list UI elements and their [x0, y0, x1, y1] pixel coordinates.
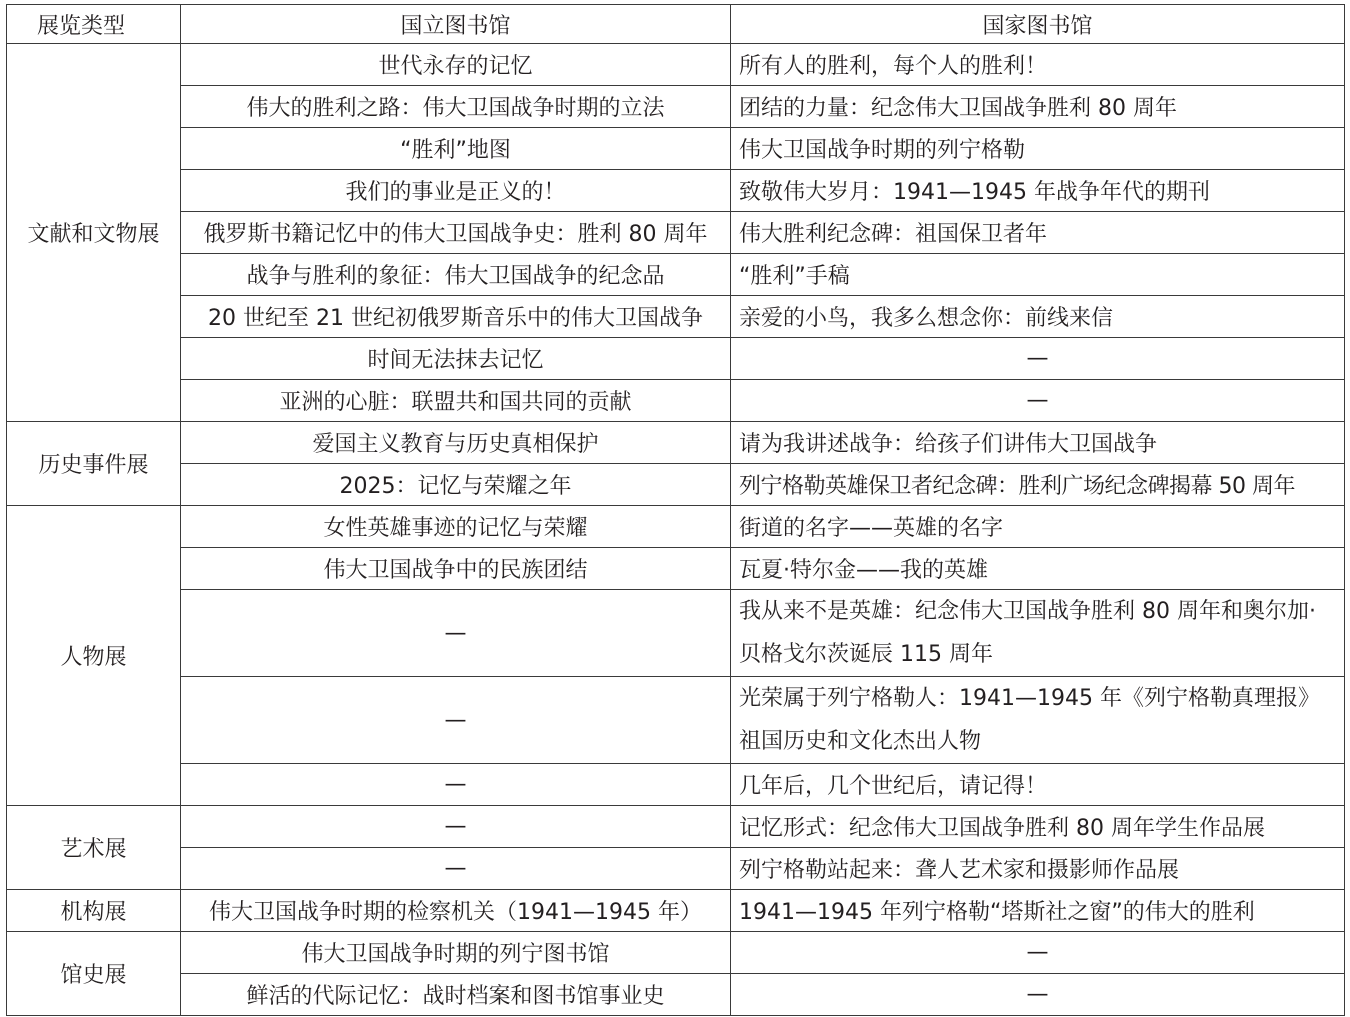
table-row: [7, 464, 1345, 506]
table-row: [7, 212, 1345, 254]
table-row: [7, 44, 1345, 86]
national-library-cell: —: [181, 677, 731, 764]
group-type-cell: 文献和文物展: [7, 44, 181, 422]
state-library-cell: 请为我讲述战争：给孩子们讲伟大卫国战争: [731, 422, 1345, 464]
state-library-cell: —: [731, 932, 1345, 974]
national-library-cell: 爱国主义教育与历史真相保护: [181, 422, 731, 464]
header-national-library: 国立图书馆: [181, 5, 731, 44]
national-library-cell: 时间无法抹去记忆: [181, 338, 731, 380]
header-state-library: 国家图书馆: [731, 5, 1345, 44]
table-row: [7, 590, 1345, 677]
national-library-cell: 20 世纪至 21 世纪初俄罗斯音乐中的伟大卫国战争: [181, 296, 731, 338]
national-library-cell: 伟大卫国战争中的民族团结: [181, 548, 731, 590]
national-library-cell: 鲜活的代际记忆：战时档案和图书馆事业史: [181, 974, 731, 1016]
group-type-cell: 人物展: [7, 506, 181, 806]
national-library-cell: 我们的事业是正义的！: [181, 170, 731, 212]
state-library-cell: 伟大胜利纪念碑：祖国保卫者年: [731, 212, 1345, 254]
table-row: [7, 974, 1345, 1016]
exhibition-table: [6, 4, 1345, 1016]
table-row: [7, 932, 1345, 974]
national-library-cell: —: [181, 806, 731, 848]
state-library-cell: 瓦夏·特尔金——我的英雄: [731, 548, 1345, 590]
state-library-cell: 所有人的胜利，每个人的胜利！: [731, 44, 1345, 86]
state-library-cell: —: [731, 338, 1345, 380]
state-library-cell: “胜利”手稿: [731, 254, 1345, 296]
state-library-cell: —: [731, 974, 1345, 1016]
national-library-cell: 女性英雄事迹的记忆与荣耀: [181, 506, 731, 548]
national-library-cell: 伟大卫国战争时期的检察机关（1941—1945 年）: [181, 890, 731, 932]
group-type-cell: 机构展: [7, 890, 181, 932]
table-row: [7, 806, 1345, 848]
state-library-cell: 亲爱的小鸟，我多么想念你：前线来信: [731, 296, 1345, 338]
state-library-cell: —: [731, 380, 1345, 422]
group-type-cell: 馆史展: [7, 932, 181, 1016]
table-row: [7, 170, 1345, 212]
national-library-cell: 伟大的胜利之路：伟大卫国战争时期的立法: [181, 86, 731, 128]
table-row: [7, 296, 1345, 338]
national-library-cell: —: [181, 848, 731, 890]
state-library-cell: 1941—1945 年列宁格勒“塔斯社之窗”的伟大的胜利: [731, 890, 1345, 932]
state-library-cell: 记忆形式：纪念伟大卫国战争胜利 80 周年学生作品展: [731, 806, 1345, 848]
table-row: [7, 128, 1345, 170]
state-library-cell: 伟大卫国战争时期的列宁格勒: [731, 128, 1345, 170]
national-library-cell: 伟大卫国战争时期的列宁图书馆: [181, 932, 731, 974]
state-library-cell: 街道的名字——英雄的名字: [731, 506, 1345, 548]
table-row: [7, 86, 1345, 128]
state-library-cell: 团结的力量：纪念伟大卫国战争胜利 80 周年: [731, 86, 1345, 128]
group-type-cell: 历史事件展: [7, 422, 181, 506]
table-row: [7, 506, 1345, 548]
table-row: [7, 254, 1345, 296]
table-row: [7, 848, 1345, 890]
state-library-cell: 几年后，几个世纪后，请记得！: [731, 764, 1345, 806]
national-library-cell: 亚洲的心脏：联盟共和国共同的贡献: [181, 380, 731, 422]
table-row: [7, 677, 1345, 764]
header-type: 展览类型: [7, 5, 181, 44]
table-row: [7, 422, 1345, 464]
table-row: [7, 338, 1345, 380]
state-library-cell: 我从来不是英雄：纪念伟大卫国战争胜利 80 周年和奥尔加·贝格戈尔茨诞辰 115 周年: [731, 590, 1345, 677]
national-library-cell: 俄罗斯书籍记忆中的伟大卫国战争史：胜利 80 周年: [181, 212, 731, 254]
table-row: [7, 764, 1345, 806]
national-library-cell: “胜利”地图: [181, 128, 731, 170]
state-library-cell: 列宁格勒英雄保卫者纪念碑：胜利广场纪念碑揭幕 50 周年: [731, 464, 1345, 506]
national-library-cell: —: [181, 590, 731, 677]
state-library-cell: 光荣属于列宁格勒人：1941—1945 年《列宁格勒真理报》祖国历史和文化杰出人物: [731, 677, 1345, 764]
header-row: [7, 5, 1345, 44]
table-row: [7, 890, 1345, 932]
group-type-cell: 艺术展: [7, 806, 181, 890]
state-library-cell: 列宁格勒站起来：聋人艺术家和摄影师作品展: [731, 848, 1345, 890]
national-library-cell: 2025：记忆与荣耀之年: [181, 464, 731, 506]
national-library-cell: —: [181, 764, 731, 806]
national-library-cell: 世代永存的记忆: [181, 44, 731, 86]
table-row: [7, 548, 1345, 590]
state-library-cell: 致敬伟大岁月：1941—1945 年战争年代的期刊: [731, 170, 1345, 212]
national-library-cell: 战争与胜利的象征：伟大卫国战争的纪念品: [181, 254, 731, 296]
table-row: [7, 380, 1345, 422]
